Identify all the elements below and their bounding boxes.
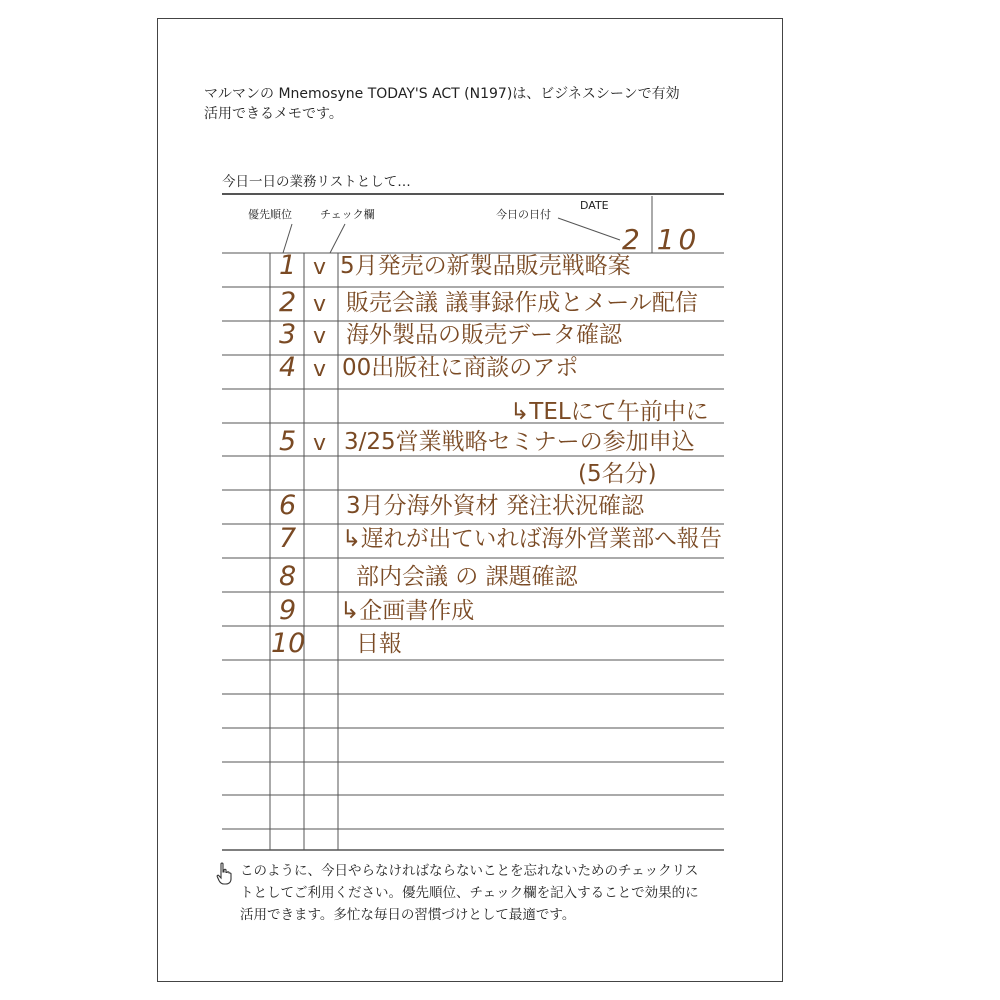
row-task-text: (5名分) [578, 461, 657, 487]
row-priority-number: 8 [279, 561, 297, 592]
row-priority-number: 6 [279, 490, 297, 521]
row-check-mark: v [313, 357, 327, 382]
header-date-label: 今日の日付 [496, 208, 551, 221]
row-priority-number: 5 [279, 426, 297, 457]
row-task-text: 3月分海外資材 発注状況確認 [346, 493, 644, 519]
row-priority-number: 1 [279, 250, 297, 281]
priority-pointer [283, 224, 292, 253]
footer-line-1: このように、今日やらなければならないことを忘れないためのチェックリス [240, 863, 699, 879]
row-priority-number: 9 [279, 595, 297, 626]
row-check-mark: v [313, 292, 327, 317]
check-pointer [330, 224, 345, 253]
intro-line-2: 活用できるメモです。 [204, 106, 343, 122]
row-task-text: 部内会議 の 課題確認 [356, 564, 578, 590]
date-value: 2 10 [622, 223, 701, 256]
row-priority-number: 3 [279, 319, 297, 350]
row-priority-number: 7 [279, 523, 297, 554]
row-priority-number: 2 [279, 287, 297, 318]
row-priority-number: 4 [279, 352, 297, 383]
header-check: チェック欄 [320, 208, 375, 221]
intro-line-1: マルマンの Mnemosyne TODAY'S ACT (N197)は、ビジネスシーンで有効 [204, 86, 680, 102]
row-priority-number: 10 [271, 628, 306, 659]
row-task-text: 販売会議 議事録作成とメール配信 [346, 290, 698, 316]
list-title: 今日一日の業務リストとして… [222, 174, 411, 190]
header-date-en: DATE [580, 199, 609, 212]
footer-text [240, 860, 760, 926]
row-task-text: ↳TELにて午前中に [510, 399, 709, 425]
footer-line-3: 活用できます。多忙な毎日の習慣づけとして最適です。 [240, 907, 576, 923]
row-task-text: 日報 [356, 631, 402, 657]
row-check-mark: v [313, 255, 327, 280]
row-check-mark: v [313, 324, 327, 349]
row-task-text: 5月発売の新製品販売戦略案 [340, 253, 631, 279]
footer-line-2: トとしてご利用ください。優先順位、チェック欄を記入することで効果的に [240, 885, 699, 901]
row-task-text: 海外製品の販売データ確認 [346, 322, 622, 348]
row-task-text: ↳企画書作成 [340, 598, 475, 624]
date-pointer [558, 218, 620, 240]
row-task-text: 3/25営業戦略セミナーの参加申込 [344, 429, 695, 455]
pointing-hand-icon [216, 862, 232, 886]
row-task-text: 00出版社に商談のアポ [342, 355, 579, 381]
row-task-text: ↳遅れが出ていれば海外営業部へ報告 [342, 526, 722, 552]
row-check-mark: v [313, 431, 327, 456]
header-priority: 優先順位 [248, 208, 292, 221]
